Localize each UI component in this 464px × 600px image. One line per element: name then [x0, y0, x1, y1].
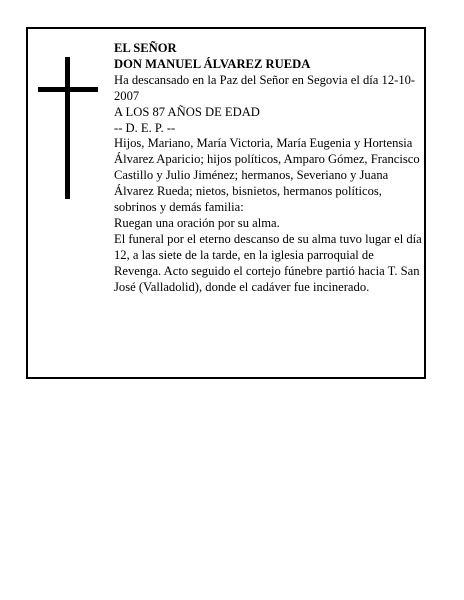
prayer-request: Ruegan una oración por su alma. — [114, 215, 280, 230]
title-honorific: EL SEÑOR — [114, 41, 177, 55]
rip-line: -- D. E. P. -- — [114, 120, 176, 135]
family-paragraph: Hijos, Mariano, María Victoria, María Eugenia y Hortensia Álvarez Aparicio; hijos políticos, Amparo Gómez, Francisco Castillo y Julio Jiménez; hermanos, Severiano y Juana Álvarez Rueda; nietos, bisnietos, hermanos políticos, sobrinos y demás familia: — [114, 136, 420, 215]
deceased-name: DON MANUEL ÁLVAREZ RUEDA — [114, 56, 311, 71]
cross-icon — [38, 57, 98, 199]
obituary-notice — [26, 27, 426, 379]
funeral-paragraph: El funeral por el eterno descanso de su alma tuvo lugar el día 12, a las siete de la tarde, en la iglesia parroquial de Revenga. Acto seguido el cortejo fúnebre partió hacia T. San José (Valladolid), donde el cadáver fue incinerado. — [114, 231, 422, 294]
cross-vertical-bar — [65, 57, 70, 199]
age-statement: A LOS 87 AÑOS DE EDAD — [114, 104, 260, 119]
obituary-text — [114, 41, 422, 296]
cross-horizontal-bar — [38, 87, 98, 92]
rest-statement: Ha descansado en la Paz del Señor en Segovia el día 12-10-2007 — [114, 72, 416, 103]
